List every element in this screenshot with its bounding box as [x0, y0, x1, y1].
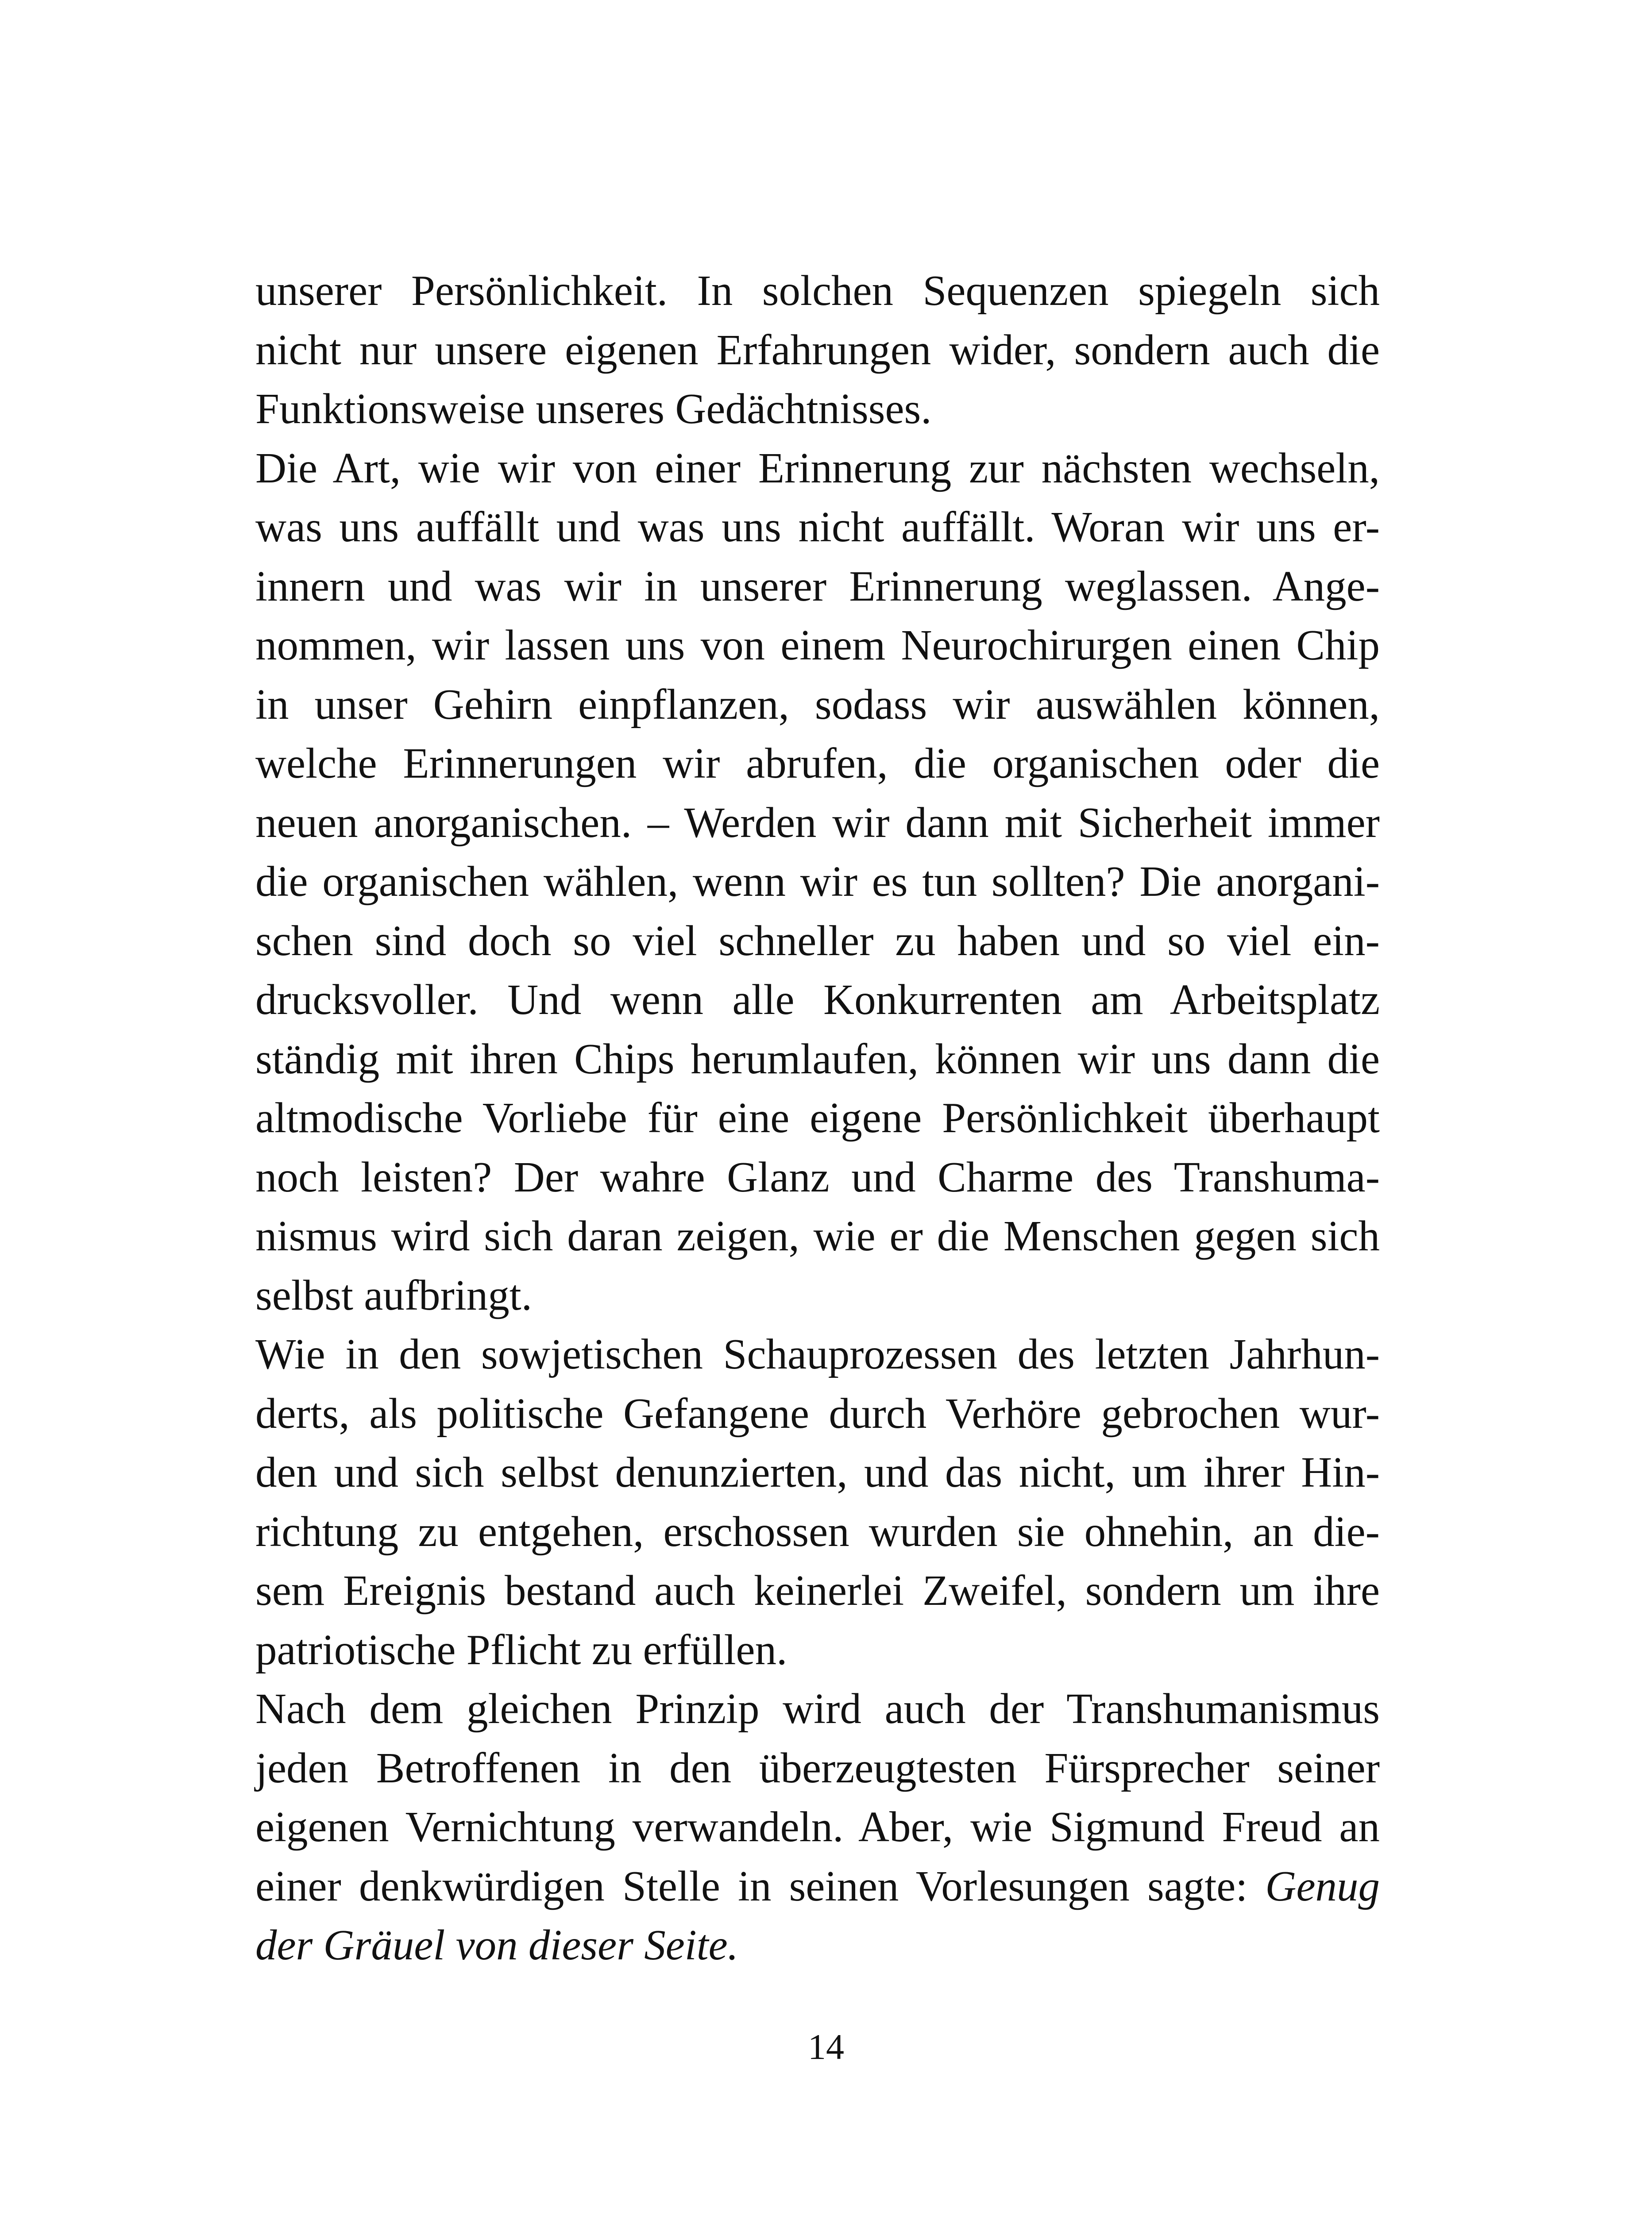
line-text: einer denkwürdigen Stelle in seinen Vorlesungen sagte:: [255, 1862, 1266, 1910]
body-text: [255, 261, 1380, 1975]
text-line: [255, 1029, 1380, 1089]
line-text: schen sind doch so viel schneller zu haben und so viel ein-: [255, 917, 1380, 964]
italic-quote: der Gräuel von dieser Seite.: [255, 1921, 738, 1969]
line-text: nismus wird sich daran zeigen, wie er die Menschen gegen sich: [255, 1212, 1380, 1260]
line-text: Funktionsweise unseres Gedächtnisses.: [255, 385, 932, 432]
line-text: nommen, wir lassen uns von einem Neurochirurgen einen Chip: [255, 621, 1380, 669]
text-line: [255, 497, 1380, 557]
line-text: Wie in den sowjetischen Schauprozessen des letzten Jahrhun-: [255, 1330, 1380, 1378]
line-text: noch leisten? Der wahre Glanz und Charme des Transhuma-: [255, 1153, 1380, 1201]
line-text: innern und was wir in unserer Erinnerung weglassen. Ange-: [255, 562, 1380, 610]
text-line: [255, 1207, 1380, 1266]
text-line: [255, 793, 1380, 852]
text-line: [255, 1916, 1380, 1975]
text-line: [255, 616, 1380, 675]
text-line: [255, 1739, 1380, 1798]
text-line: [255, 1561, 1380, 1620]
text-line: [255, 439, 1380, 498]
text-line: [255, 320, 1380, 380]
text-line: [255, 1857, 1380, 1916]
text-line: [255, 911, 1380, 971]
italic-quote: Genug: [1265, 1862, 1380, 1910]
line-text: sem Ereignis bestand auch keinerlei Zweifel, sondern um ihre: [255, 1567, 1380, 1614]
line-text: neuen anorganischen. – Werden wir dann mit Sicherheit immer: [255, 798, 1380, 846]
line-text: ständig mit ihren Chips herumlaufen, können wir uns dann die: [255, 1035, 1380, 1083]
line-text: den und sich selbst denunzierten, und das nicht, um ihrer Hin-: [255, 1449, 1380, 1496]
text-line: [255, 261, 1380, 320]
text-line: [255, 1679, 1380, 1739]
text-line: [255, 1266, 1380, 1325]
line-text: drucksvoller. Und wenn alle Konkurrenten am Arbeitsplatz: [255, 976, 1380, 1023]
line-text: derts, als politische Gefangene durch Verhöre gebrochen wur-: [255, 1389, 1380, 1437]
text-line: [255, 1797, 1380, 1857]
line-text: die organischen wählen, wenn wir es tun sollten? Die anorgani-: [255, 858, 1380, 905]
line-text: richtung zu entgehen, erschossen wurden sie ohnehin, an die-: [255, 1507, 1380, 1555]
page-number: 14: [808, 2027, 844, 2067]
text-line: [255, 1443, 1380, 1502]
line-text: welche Erinnerungen wir abrufen, die organischen oder die: [255, 740, 1380, 787]
text-line: [255, 1620, 1380, 1680]
line-text: nicht nur unsere eigenen Erfahrungen wider, sondern auch die: [255, 326, 1380, 374]
text-line: [255, 1148, 1380, 1207]
text-line: [255, 970, 1380, 1029]
text-line: [255, 1502, 1380, 1561]
line-text: Nach dem gleichen Prinzip wird auch der Transhumanismus: [255, 1685, 1380, 1732]
line-text: patriotische Pflicht zu erfüllen.: [255, 1626, 787, 1673]
line-text: Die Art, wie wir von einer Erinnerung zur nächsten wechseln,: [255, 444, 1380, 492]
line-text: unserer Persönlichkeit. In solchen Sequenzen spiegeln sich: [255, 267, 1380, 314]
text-line: [255, 379, 1380, 439]
line-text: selbst aufbringt.: [255, 1271, 533, 1319]
text-line: [255, 734, 1380, 793]
text-line: [255, 1384, 1380, 1443]
line-text: was uns auffällt und was uns nicht auffällt. Woran wir uns er-: [255, 503, 1380, 551]
line-text: eigenen Vernichtung verwandeln. Aber, wie Sigmund Freud an: [255, 1803, 1380, 1851]
text-line: [255, 1325, 1380, 1384]
text-line: [255, 675, 1380, 734]
text-line: [255, 557, 1380, 616]
text-line: [255, 1088, 1380, 1148]
line-text: in unser Gehirn einpflanzen, sodass wir auswählen können,: [255, 680, 1380, 728]
text-line: [255, 852, 1380, 911]
line-text: jeden Betroffenen in den überzeugtesten Fürsprecher seiner: [255, 1744, 1380, 1792]
line-text: altmodische Vorliebe für eine eigene Persönlichkeit überhaupt: [255, 1094, 1380, 1141]
